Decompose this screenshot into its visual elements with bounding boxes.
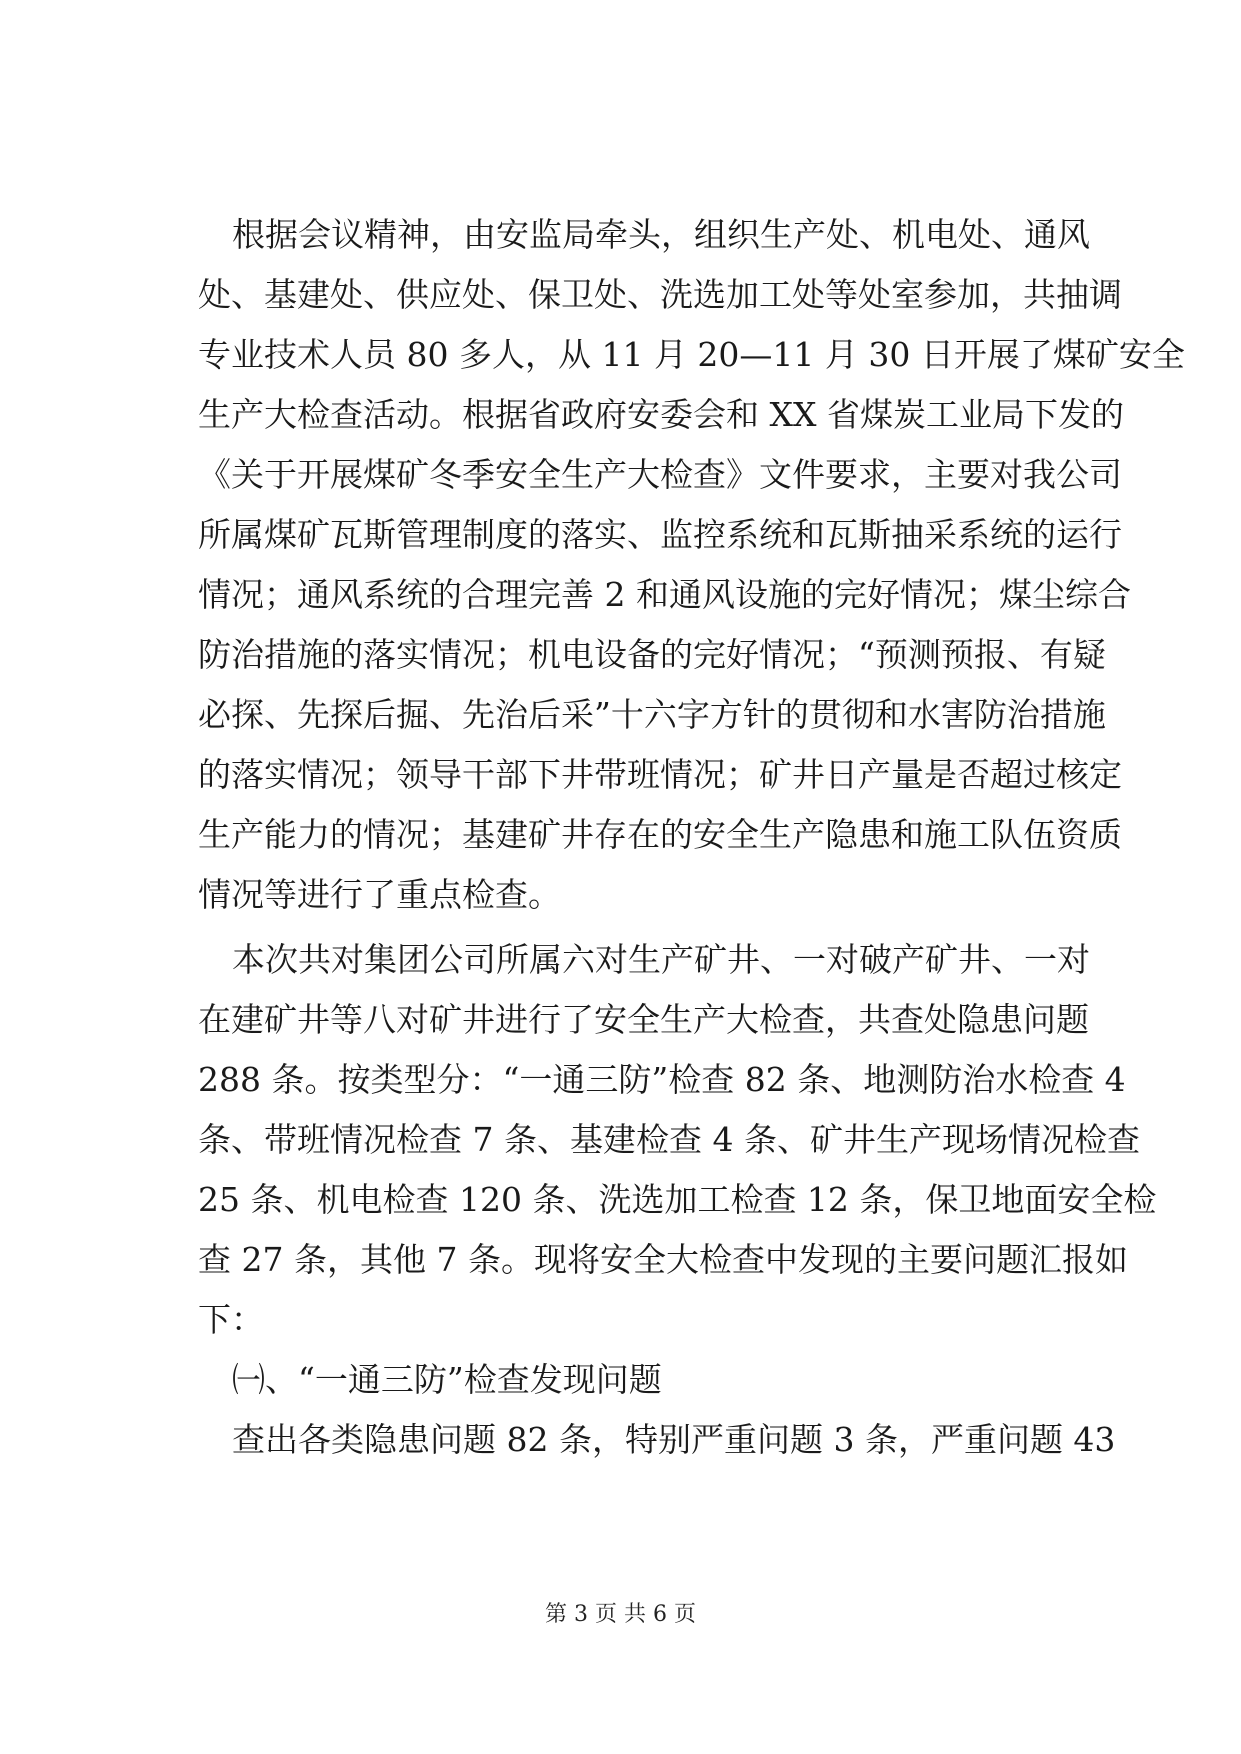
paragraph-1-line-9: 必探、先探后掘、先治后采”十六字方针的贯彻和水害防治措施 [198,695,1106,734]
paragraph-1-line-3: 专业技术人员 80 多人，从 11 月 20—11 月 30 日开展了煤矿安全 [198,335,1185,374]
paragraph-1-line-4: 生产大检查活动。根据省政府安委会和 XX 省煤炭工业局下发的 [198,395,1124,434]
paragraph-2-line-6: 查 27 条，其他 7 条。现将安全大检查中发现的主要问题汇报如 [198,1240,1128,1279]
paragraph-1-line-11: 生产能力的情况；基建矿井存在的安全生产隐患和施工队伍资质 [198,815,1122,854]
paragraph-1-line-6: 所属煤矿瓦斯管理制度的落实、监控系统和瓦斯抽采系统的运行 [198,515,1122,554]
page-footer: 第 3 页 共 6 页 [545,1602,696,1627]
paragraph-1-line-2: 处、基建处、供应处、保卫处、洗选加工处等处室参加，共抽调 [198,275,1122,314]
paragraph-1-line-8: 防治措施的落实情况；机电设备的完好情况；“预测预报、有疑 [198,635,1106,674]
paragraph-2-line-1: 本次共对集团公司所属六对生产矿井、一对破产矿井、一对 [232,940,1090,979]
paragraph-1-line-10: 的落实情况；领导干部下井带班情况；矿井日产量是否超过核定 [198,755,1122,794]
paragraph-2-line-5: 25 条、机电检查 120 条、洗选加工检查 12 条，保卫地面安全检 [198,1180,1157,1219]
paragraph-3-line-1: 查出各类隐患问题 82 条，特别严重问题 3 条，严重问题 43 [232,1420,1116,1459]
paragraph-1-line-5: 《关于开展煤矿冬季安全生产大检查》文件要求，主要对我公司 [198,455,1122,494]
paragraph-1-line-12: 情况等进行了重点检查。 [198,875,561,914]
paragraph-1-line-1: 根据会议精神，由安监局牵头，组织生产处、机电处、通风 [232,215,1090,254]
paragraph-2-line-3: 288 条。按类型分：“一通三防”检查 82 条、地测防治水检查 4 [198,1060,1126,1099]
paragraph-2-line-2: 在建矿井等八对矿井进行了安全生产大检查，共查处隐患问题 [198,1000,1089,1039]
paragraph-2-line-7: 下： [198,1300,264,1339]
paragraph-2-line-4: 条、带班情况检查 7 条、基建检查 4 条、矿井生产现场情况检查 [198,1120,1140,1159]
section-heading: ㈠、“一通三防”检查发现问题 [232,1360,662,1399]
paragraph-1-line-7: 情况；通风系统的合理完善 2 和通风设施的完好情况；煤尘综合 [198,575,1131,614]
